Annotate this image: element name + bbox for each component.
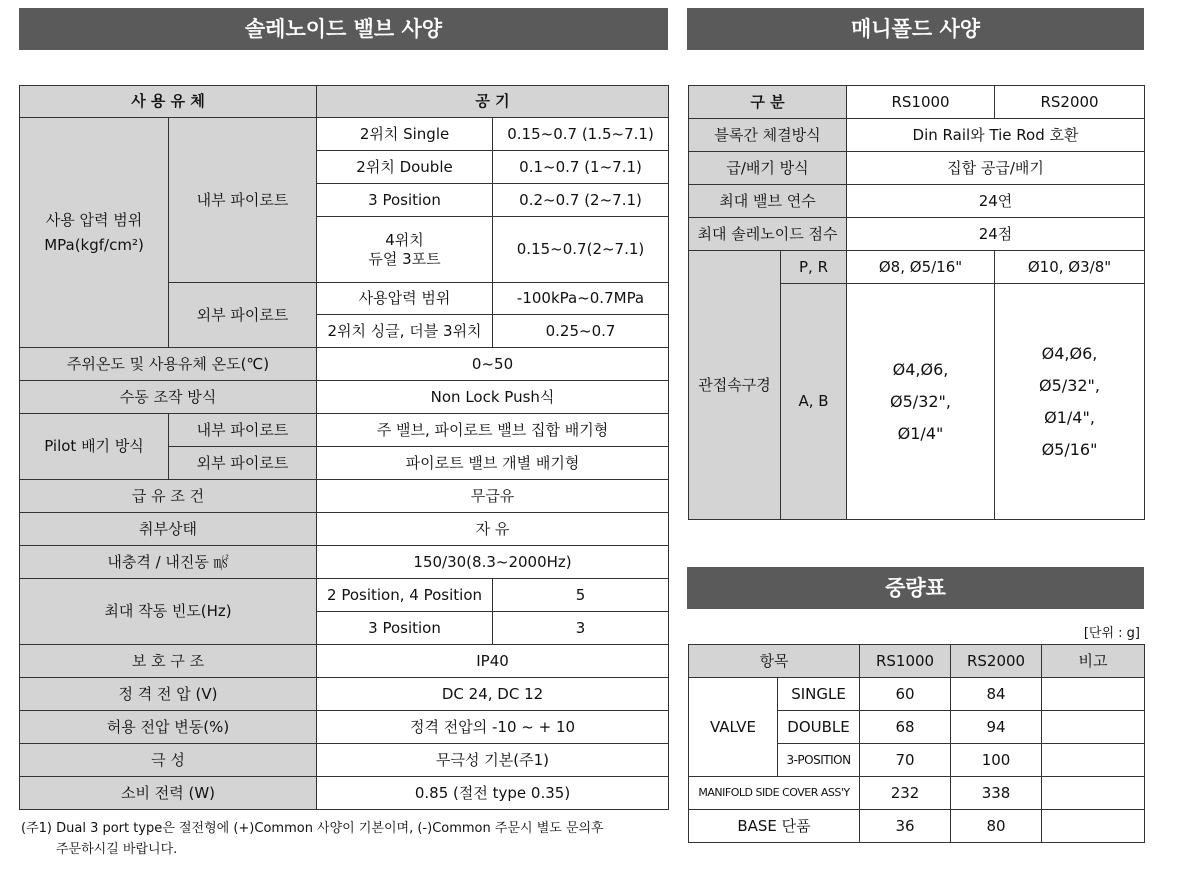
pressure-row-name: 2위치 Double bbox=[317, 151, 493, 184]
fluid-label: 사 용 유 체 bbox=[20, 86, 317, 118]
voltage-variation-label: 허용 전압 변동(%) bbox=[20, 711, 317, 744]
weight-row-rs2000: 84 bbox=[951, 678, 1042, 711]
shock-vibration-label: 내충격 / 내진동 ㎨ bbox=[20, 546, 317, 579]
pressure-row-name: 2위치 싱글, 더블 3위치 bbox=[317, 315, 493, 348]
pressure-row-name-line2: 듀얼 3포트 bbox=[368, 249, 441, 268]
lubrication-label: 급 유 조 건 bbox=[20, 480, 317, 513]
ab-port-rs2000-line: Ø4,Ø6, bbox=[1041, 343, 1098, 363]
pilot-exhaust-label: Pilot 배기 방식 bbox=[20, 414, 169, 480]
pilot-exhaust-external-value: 파이로트 밸브 개별 배기형 bbox=[317, 447, 669, 480]
pilot-exhaust-internal-label: 내부 파이로트 bbox=[169, 414, 317, 447]
max-valves-label: 최대 밸브 연수 bbox=[689, 185, 847, 218]
supply-exhaust-value: 집합 공급/배기 bbox=[847, 152, 1145, 185]
protection-label: 보 호 구 조 bbox=[20, 645, 317, 678]
manifold-cover-note bbox=[1042, 777, 1145, 810]
mounting-label: 취부상태 bbox=[20, 513, 317, 546]
fluid-value: 공 기 bbox=[317, 86, 669, 118]
ab-port-rs2000 bbox=[995, 284, 1145, 520]
polarity-label: 극 성 bbox=[20, 744, 317, 777]
ab-port-rs1000-line: Ø1/4" bbox=[897, 423, 944, 443]
solenoid-spec-table bbox=[19, 85, 669, 810]
pr-port-label: P, R bbox=[781, 251, 847, 284]
weight-row-rs2000: 94 bbox=[951, 711, 1042, 744]
pr-port-rs1000: Ø8, Ø5/16" bbox=[847, 251, 995, 284]
weight-unit: [단위 : g] bbox=[1083, 626, 1140, 641]
pressure-row-value: 0.15~0.7 (1.5~7.1) bbox=[493, 118, 669, 151]
pressure-row-value: -100kPa~0.7MPa bbox=[493, 283, 669, 315]
max-solenoids-value: 24점 bbox=[847, 218, 1145, 251]
rated-voltage-label: 정 격 전 압 (V) bbox=[20, 678, 317, 711]
port-size-label: 관접속구경 bbox=[689, 251, 781, 520]
weight-row-name: DOUBLE bbox=[778, 711, 860, 744]
external-pilot-label: 외부 파이로트 bbox=[169, 283, 317, 348]
manifold-cover-rs1000: 232 bbox=[860, 777, 951, 810]
ab-port-rs1000-line: Ø5/32", bbox=[890, 391, 951, 411]
protection-value: IP40 bbox=[317, 645, 669, 678]
ab-port-rs2000-line: Ø5/16" bbox=[1041, 439, 1098, 459]
power-consumption-value: 0.85 (절전 type 0.35) bbox=[317, 777, 669, 810]
base-note bbox=[1042, 810, 1145, 843]
pr-port-rs2000: Ø10, Ø3/8" bbox=[995, 251, 1145, 284]
pressure-row-value: 0.2~0.7 (2~7.1) bbox=[493, 184, 669, 217]
max-valves-value: 24연 bbox=[847, 185, 1145, 218]
manifold-cover-rs2000: 338 bbox=[951, 777, 1042, 810]
weight-row-note bbox=[1042, 711, 1145, 744]
ab-port-rs2000-line: Ø5/32", bbox=[1039, 375, 1100, 395]
weight-header-rs1000: RS1000 bbox=[860, 645, 951, 678]
weight-header-note: 비고 bbox=[1042, 645, 1145, 678]
manifold-header-label: 구 분 bbox=[689, 86, 847, 119]
max-frequency-label: 최대 작동 빈도(Hz) bbox=[20, 579, 317, 645]
max-solenoids-label: 최대 솔레노이드 점수 bbox=[689, 218, 847, 251]
ab-port-label: A, B bbox=[781, 284, 847, 520]
weight-table bbox=[688, 644, 1145, 843]
pressure-row-value: 0.25~0.7 bbox=[493, 315, 669, 348]
manifold-cover-label: MANIFOLD SIDE COVER ASS'Y bbox=[689, 777, 860, 810]
rated-voltage-value: DC 24, DC 12 bbox=[317, 678, 669, 711]
ab-port-rs1000-line: Ø4,Ø6, bbox=[892, 359, 949, 379]
pressure-row-name: 3 Position bbox=[317, 184, 493, 217]
pressure-row-name: 사용압력 범위 bbox=[317, 283, 493, 315]
mounting-value: 자 유 bbox=[317, 513, 669, 546]
manual-operation-value: Non Lock Push식 bbox=[317, 381, 669, 414]
polarity-value: 무극성 기본(주1) bbox=[317, 744, 669, 777]
supply-exhaust-label: 급/배기 방식 bbox=[689, 152, 847, 185]
pressure-range-label-line2: MPa(kgf/cm²) bbox=[44, 235, 144, 254]
base-label: BASE 단품 bbox=[689, 810, 860, 843]
pilot-exhaust-external-label: 외부 파이로트 bbox=[169, 447, 317, 480]
manifold-header-rs1000: RS1000 bbox=[847, 86, 995, 119]
ab-port-rs2000-line: Ø1/4", bbox=[1044, 407, 1095, 427]
weight-row-rs1000: 70 bbox=[860, 744, 951, 777]
weight-header-item: 항목 bbox=[689, 645, 860, 678]
manual-operation-label: 수동 조작 방식 bbox=[20, 381, 317, 414]
pressure-row-name bbox=[317, 217, 493, 283]
frequency-row-name: 3 Position bbox=[317, 612, 493, 645]
frequency-row-value: 3 bbox=[493, 612, 669, 645]
weight-row-name: SINGLE bbox=[778, 678, 860, 711]
frequency-row-value: 5 bbox=[493, 579, 669, 612]
footnote-line2: 주문하시길 바랍니다. bbox=[56, 842, 178, 857]
footnote bbox=[21, 818, 604, 860]
power-consumption-label: 소비 전력 (W) bbox=[20, 777, 317, 810]
manifold-spec-title: 매니폴드 사양 bbox=[687, 8, 1144, 50]
lubrication-value: 무급유 bbox=[317, 480, 669, 513]
weight-row-rs1000: 60 bbox=[860, 678, 951, 711]
pressure-row-name-line1: 4위치 bbox=[385, 230, 424, 249]
pressure-range-label bbox=[20, 118, 169, 348]
block-connection-label: 블록간 체결방식 bbox=[689, 119, 847, 152]
solenoid-spec-title: 솔레노이드 밸브 사양 bbox=[19, 8, 668, 50]
pressure-row-name: 2위치 Single bbox=[317, 118, 493, 151]
base-rs2000: 80 bbox=[951, 810, 1042, 843]
manifold-header-rs2000: RS2000 bbox=[995, 86, 1145, 119]
pressure-range-label-line1: 사용 압력 범위 bbox=[45, 210, 143, 229]
weight-row-rs1000: 68 bbox=[860, 711, 951, 744]
ambient-temp-value: 0~50 bbox=[317, 348, 669, 381]
ambient-temp-label: 주위온도 및 사용유체 온도(℃) bbox=[20, 348, 317, 381]
weight-table-title: 중량표 bbox=[687, 567, 1144, 609]
shock-vibration-value: 150/30(8.3~2000Hz) bbox=[317, 546, 669, 579]
weight-row-rs2000: 100 bbox=[951, 744, 1042, 777]
valve-label: VALVE bbox=[689, 678, 778, 777]
pilot-exhaust-internal-value: 주 밸브, 파이로트 밸브 집합 배기형 bbox=[317, 414, 669, 447]
weight-row-note bbox=[1042, 744, 1145, 777]
pressure-row-value: 0.15~0.7(2~7.1) bbox=[493, 217, 669, 283]
frequency-row-name: 2 Position, 4 Position bbox=[317, 579, 493, 612]
weight-row-name: 3-POSITION bbox=[778, 744, 860, 777]
manifold-spec-table bbox=[688, 85, 1145, 520]
base-rs1000: 36 bbox=[860, 810, 951, 843]
block-connection-value: Din Rail와 Tie Rod 호환 bbox=[847, 119, 1145, 152]
weight-row-note bbox=[1042, 678, 1145, 711]
voltage-variation-value: 정격 전압의 -10 ~ + 10 bbox=[317, 711, 669, 744]
pressure-row-value: 0.1~0.7 (1~7.1) bbox=[493, 151, 669, 184]
internal-pilot-label: 내부 파이로트 bbox=[169, 118, 317, 283]
footnote-line1: (주1) Dual 3 port type은 절전형에 (+)Common 사양이 기본이며, (-)Common 주문시 별도 문의후 bbox=[21, 821, 604, 836]
weight-header-rs2000: RS2000 bbox=[951, 645, 1042, 678]
ab-port-rs1000 bbox=[847, 284, 995, 520]
